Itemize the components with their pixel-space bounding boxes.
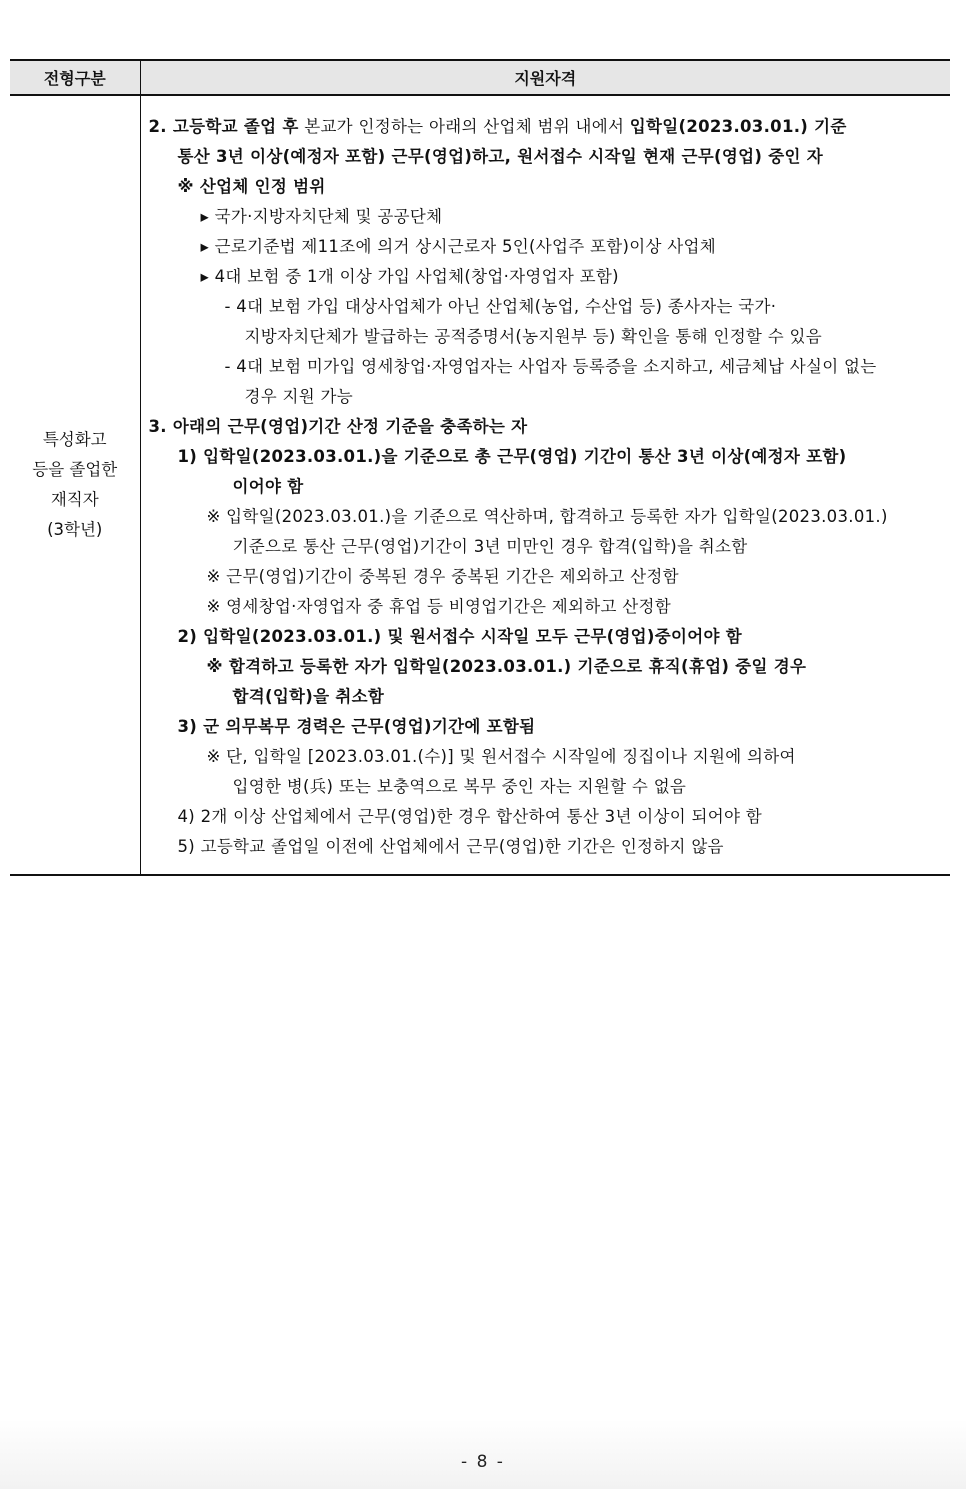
scope-dash-2: - 4대 보험 미가입 영세창업·자영업자는 사업자 등록증을 소지하고, 세금체납 사실이 없는 xyxy=(224,357,877,376)
header-qualification: 지원자격 xyxy=(140,60,950,95)
subitem-5: 5) 고등학교 졸업일 이전에 산업체에서 근무(영업)한 기간은 인정하지 않음 xyxy=(177,837,724,856)
item-2-mid: 본교가 인정하는 아래의 산업체 범위 내에서 xyxy=(298,117,630,136)
category-line: 등을 졸업한 xyxy=(32,460,118,479)
subitem-1: 1) 입학일(2023.03.01.)을 기준으로 총 근무(영업) 기간이 통산 3년 이상(예정자 포함) xyxy=(177,447,847,466)
qualification-cell xyxy=(140,95,950,875)
scope-dash-2-continuation: 경우 지원 가능 xyxy=(244,387,354,406)
category-line: (3학년) xyxy=(47,520,103,539)
note-1: ※ 입학일(2023.03.01.)을 기준으로 역산하며, 합격하고 등록한 자가 입학일(2023.03.01.) xyxy=(206,507,888,526)
category-cell xyxy=(10,95,140,875)
item-2-lead: 2. 고등학교 졸업 후 xyxy=(148,117,299,136)
note-2: ※ 근무(영업)기간이 중복된 경우 중복된 기간은 제외하고 산정함 xyxy=(206,567,679,586)
subitem-4: 4) 2개 이상 산업체에서 근무(영업)한 경우 합산하여 통산 3년 이상이 되어야 함 xyxy=(177,807,763,826)
scope-bullet-1: ▸ 국가·지방자치단체 및 공공단체 xyxy=(200,207,443,226)
item-3-heading: 3. 아래의 근무(영업)기간 산정 기준을 충족하는 자 xyxy=(148,417,528,436)
header-category: 전형구분 xyxy=(10,60,140,95)
scope-dash-1-continuation: 지방자치단체가 발급하는 공적증명서(농지원부 등) 확인을 통해 인정할 수 있음 xyxy=(244,327,822,346)
item-2-line xyxy=(149,112,943,142)
page-number: - 8 - xyxy=(461,1452,505,1472)
note-3: ※ 영세창업·자영업자 중 휴업 등 비영업기간은 제외하고 산정함 xyxy=(206,597,671,616)
note-5-continuation: 입영한 병(兵) 또는 보충역으로 복무 중인 자는 지원할 수 없음 xyxy=(232,777,687,796)
note-5: ※ 단, 입학일 [2023.03.01.(수)] 및 원서접수 시작일에 징집이나 지원에 의하여 xyxy=(206,747,796,766)
note-4: ※ 합격하고 등록한 자가 입학일(2023.03.01.) 기준으로 휴직(휴업) 중일 경우 xyxy=(206,657,807,676)
scope-bullet-3: ▸ 4대 보험 중 1개 이상 가입 사업체(창업·자영업자 포함) xyxy=(200,267,619,286)
category-line: 특성화고 xyxy=(42,430,107,449)
scope-bullet-2: ▸ 근로기준법 제11조에 의거 상시근로자 5인(사업주 포함)이상 사업체 xyxy=(200,237,716,256)
subitem-2: 2) 입학일(2023.03.01.) 및 원서접수 시작일 모두 근무(영업)중이어야 함 xyxy=(177,627,743,646)
scope-dash-1: - 4대 보험 가입 대상사업체가 아닌 산업체(농업, 수산업 등) 종사자는 국가· xyxy=(224,297,777,316)
qualification-table xyxy=(10,59,950,876)
industry-scope-heading: ※ 산업체 인정 범위 xyxy=(177,177,326,196)
subitem-1-continuation: 이어야 함 xyxy=(232,477,304,496)
item-2-continuation: 통산 3년 이상(예정자 포함) 근무(영업)하고, 원서접수 시작일 현재 근무(영업) 중인 자 xyxy=(177,147,823,166)
note-4-continuation: 합격(입학)을 취소함 xyxy=(232,687,385,706)
table-header-row xyxy=(10,60,950,95)
subitem-3: 3) 군 의무복무 경력은 근무(영업)기간에 포함됨 xyxy=(177,717,536,736)
table-row xyxy=(10,95,950,875)
category-line: 재직자 xyxy=(50,490,99,509)
item-2-date: 입학일(2023.03.01.) 기준 xyxy=(629,117,847,136)
note-1-continuation: 기준으로 통산 근무(영업)기간이 3년 미만인 경우 합격(입학)을 취소함 xyxy=(232,537,748,556)
